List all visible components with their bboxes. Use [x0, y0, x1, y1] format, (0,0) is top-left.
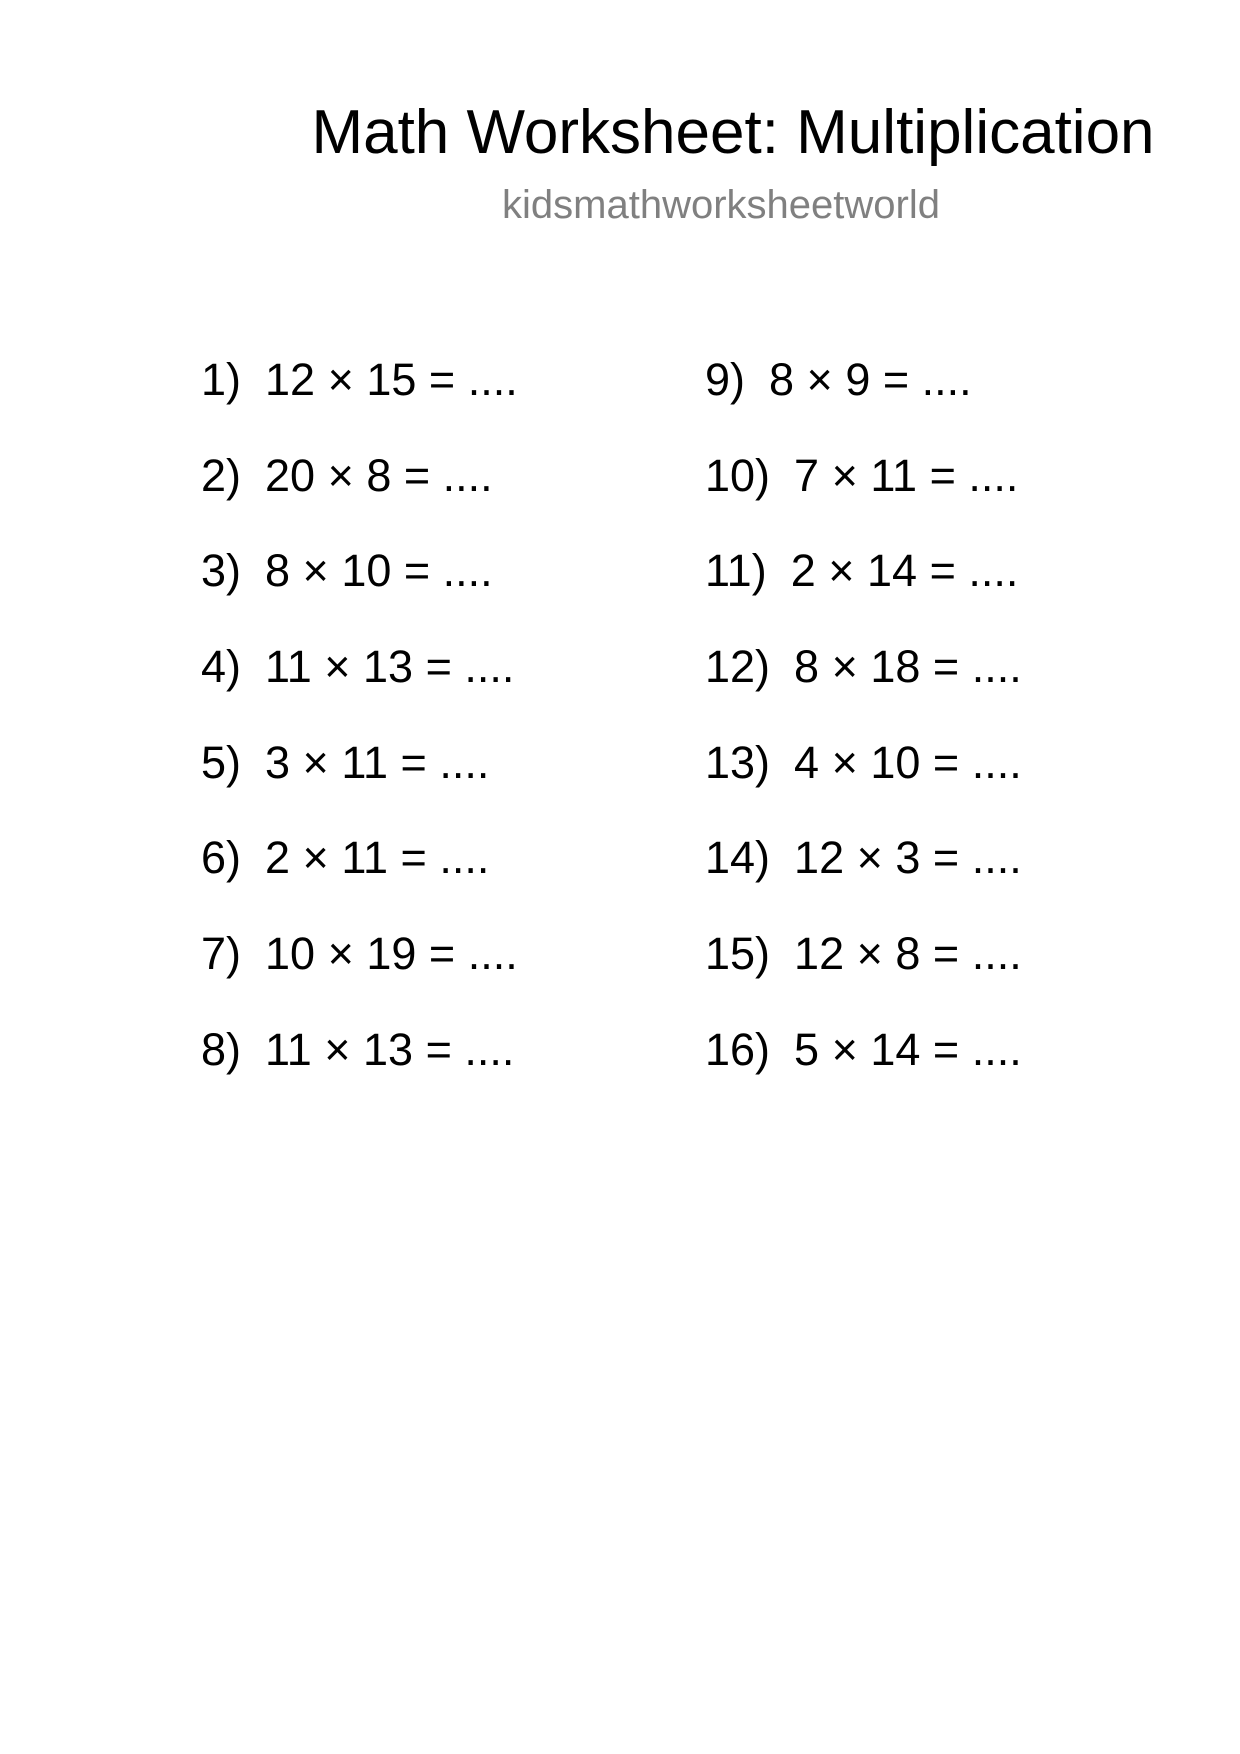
problem-number: 16) — [705, 1023, 771, 1075]
problem-number: 5) — [201, 736, 242, 788]
problem-expression: 4 × 10 = .... — [794, 736, 1022, 788]
problem-expression: 20 × 8 = .... — [265, 449, 493, 501]
problem-expression: 8 × 10 = .... — [265, 545, 493, 597]
problem-number: 2) — [201, 449, 242, 501]
problem-number: 10) — [705, 449, 771, 501]
problem-item — [201, 637, 518, 733]
problem-item — [201, 828, 518, 924]
problem-number: 13) — [705, 736, 771, 788]
problem-item — [705, 541, 1022, 637]
problem-expression: 3 × 11 = .... — [265, 736, 490, 788]
problem-item — [705, 828, 1022, 924]
problem-number: 15) — [705, 928, 771, 980]
problem-item — [705, 446, 1022, 542]
problem-expression: 7 × 11 = .... — [794, 449, 1019, 501]
problem-number: 11) — [705, 545, 767, 597]
problems-right-column — [705, 350, 1022, 1116]
problems-left-column — [201, 350, 518, 1116]
problem-number: 12) — [705, 641, 771, 693]
problem-number: 1) — [201, 354, 242, 405]
problem-expression: 2 × 11 = .... — [265, 832, 490, 884]
problem-expression: 11 × 13 = .... — [265, 641, 515, 693]
problem-expression: 2 × 14 = .... — [790, 545, 1019, 597]
problem-item — [201, 541, 518, 637]
problem-expression: 5 × 14 = .... — [794, 1023, 1022, 1075]
problem-number: 7) — [201, 928, 242, 980]
problem-item — [201, 446, 518, 542]
problem-item — [705, 350, 1022, 446]
worksheet-title: Math Worksheet: Multiplication — [311, 98, 1155, 167]
problem-expression: 10 × 19 = .... — [265, 928, 518, 980]
problem-item — [201, 733, 518, 829]
problem-number: 14) — [705, 832, 771, 884]
worksheet-subtitle: kidsmathworksheetworld — [502, 183, 940, 227]
problem-expression: 11 × 13 = .... — [265, 1023, 515, 1075]
problem-item — [705, 637, 1022, 733]
problem-expression: 8 × 9 = .... — [769, 354, 972, 405]
problem-expression: 8 × 18 = .... — [794, 641, 1022, 693]
problem-item — [201, 350, 518, 446]
problem-item — [705, 924, 1022, 1020]
problem-expression: 12 × 3 = .... — [794, 832, 1022, 884]
problem-expression: 12 × 8 = .... — [794, 928, 1022, 980]
problem-item — [705, 733, 1022, 829]
problem-number: 6) — [201, 832, 242, 884]
problem-item — [201, 1020, 518, 1116]
problem-number: 4) — [201, 641, 242, 693]
problem-number: 8) — [201, 1023, 242, 1075]
problem-number: 3) — [201, 545, 242, 597]
problem-item — [201, 924, 518, 1020]
problem-expression: 12 × 15 = .... — [265, 354, 518, 405]
problem-number: 9) — [705, 354, 746, 405]
problem-item — [705, 1020, 1022, 1116]
